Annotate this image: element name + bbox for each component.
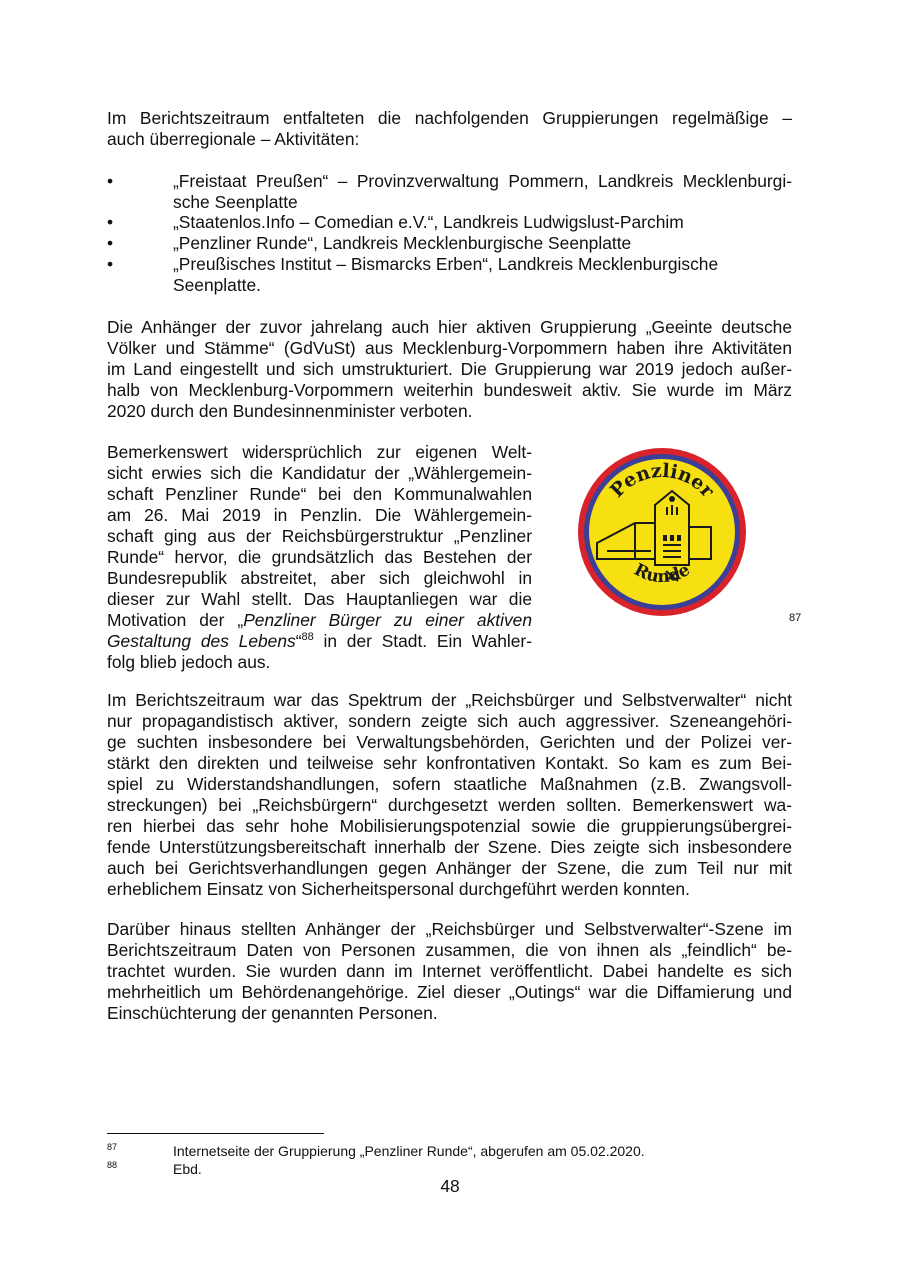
intro-line: auch überregionale – Aktivitäten: (107, 129, 360, 149)
text-line: Bundesrepublik abstreitet, aber sich gleichwohl in (107, 568, 532, 588)
text-line: folg blieb jedoch aus. (107, 652, 271, 672)
penzliner-runde-logo (577, 447, 747, 617)
intro-line: Im Berichtszeitraum entfalteten die nachfolgenden Gruppierungen regelmäßige – (107, 108, 792, 128)
text-line: Völker und Stämme“ (GdVuSt) aus Mecklenburg-Vorpommern haben ihre Aktivitäten (107, 338, 792, 358)
text-line: streckungen) bei „Reichsbürgern“ durchgesetzt werden sollten. Bemerkenswert wa- (107, 795, 792, 815)
text-line: schaft ging aus der Reichsbürgerstruktur „Penzliner (107, 526, 532, 546)
footnote-number: 87 (107, 1142, 118, 1152)
list-item-text: „Penzliner Runde“, Landkreis Mecklenburgische Seenplatte (173, 233, 632, 253)
text-line: auch bei Gerichtsverhandlungen gegen Anhänger der Szene, die zum Teil nur mit (107, 858, 792, 878)
list-item-text: „Freistaat Preußen“ – Provinzverwaltung Pommern, Landkreis Mecklenburgi- (173, 171, 792, 191)
text-line: erheblichem Einsatz von Sicherheitspersonal durchgeführt werden konnten. (107, 879, 690, 899)
footnote-number: 88 (107, 1160, 118, 1170)
text-line: dieser zur Wahl stellt. Das Hauptanliegen war die (107, 589, 532, 609)
text-line: Einschüchterung der genannten Personen. (107, 1003, 438, 1023)
text-run: Motivation der „ (107, 610, 244, 630)
paragraph-penzliner (107, 442, 532, 673)
list-item (107, 233, 792, 254)
text-run: “ (295, 631, 302, 651)
text-run: in der Stadt. Ein Wahler- (313, 631, 532, 651)
footnote-divider (107, 1133, 324, 1134)
list-item-text: Seenplatte. (173, 275, 261, 295)
list-item-text: „Preußisches Institut – Bismarcks Erben“, Landkreis Mecklenburgische (173, 254, 719, 274)
text-line: halb von Mecklenburg-Vorpommern weiterhin bundesweit aktiv. Sie wurde im März (107, 380, 792, 400)
logo-bottom-text: Runde (630, 559, 694, 588)
intro-paragraph (107, 108, 792, 150)
text-line: Die Anhänger der zuvor jahrelang auch hier aktiven Gruppierung „Geeinte deutsche (107, 317, 792, 337)
list-item (107, 212, 792, 233)
text-line (107, 631, 532, 652)
text-line: Bemerkenswert widersprüchlich zur eigenen Welt- (107, 442, 532, 462)
quote-italic: Gestaltung des Lebens (107, 631, 296, 651)
text-line: nur propagandistisch aktiver, sondern zeigte sich auch aggressiver. Szeneangehöri- (107, 711, 792, 731)
bullet-marker: • (107, 171, 114, 191)
list-item-text: sche Seenplatte (173, 192, 298, 212)
text-line: trachtet wurden. Sie wurden dann im Internet veröffentlicht. Dabei handelte es sich (107, 961, 792, 981)
text-line: im Land eingestellt und sich umstrukturiert. Die Gruppierung war 2019 jedoch außer- (107, 359, 792, 379)
text-line: sicht erwies sich die Kandidatur der „Wählergemein- (107, 463, 532, 483)
text-line: ren hierbei das sehr hohe Mobilisierungspotenzial sowie die gruppierungsübergrei- (107, 816, 792, 836)
footnote-ref[interactable]: 88 (301, 631, 314, 644)
paragraph-spektrum (107, 690, 792, 900)
quote-italic: Penzliner Bürger zu einer aktiven (243, 610, 532, 630)
text-line: stärkt den direkten und teilweise sehr konfrontativen Kontakt. So kam es zum Bei- (107, 753, 792, 773)
text-line: spiel zu Widerstandshandlungen, sofern staatliche Maßnahmen (z.B. Zwangsvoll- (107, 774, 792, 794)
bullet-marker: • (107, 254, 114, 274)
logo-footnote-ref[interactable]: 87 (789, 612, 802, 624)
footnote (107, 1142, 792, 1160)
list-item-text: „Staatenlos.Info – Comedian e.V.“, Landkreis Ludwigslust-Parchim (173, 212, 684, 232)
footnote-text: Internetseite der Gruppierung „Penzliner Runde“, abgerufen am 05.02.2020. (173, 1143, 645, 1159)
logo-top-text: Penzliner (605, 459, 719, 502)
text-line: mehrheitlich um Behördenangehörige. Ziel dieser „Outings“ war die Diffamierung und (107, 982, 792, 1002)
text-line: Runde“ hervor, die grundsätzlich das Bestehen der (107, 547, 532, 567)
text-line: schaft Penzliner Runde“ bei den Kommunalwahlen (107, 484, 532, 504)
text-line: 2020 durch den Bundesinnenminister verboten. (107, 401, 473, 421)
text-line (107, 610, 532, 631)
text-line: Darüber hinaus stellten Anhänger der „Reichsbürger und Selbstverwalter“-Szene im (107, 919, 792, 939)
page-number: 48 (440, 1176, 460, 1196)
bullet-marker: • (107, 233, 114, 253)
paragraph-gdvust (107, 317, 792, 422)
footnote-text: Ebd. (173, 1161, 202, 1177)
text-line: ge suchten insbesondere bei Verwaltungsbehörden, Gerichten und der Polizei ver- (107, 732, 792, 752)
paragraph-outings (107, 919, 792, 1024)
list-item (107, 254, 792, 296)
text-line: fende Unterstützungsbereitschaft innerhalb der Szene. Dies zeigte sich insbesondere (107, 837, 792, 857)
text-line: Im Berichtszeitraum war das Spektrum der „Reichsbürger und Selbstverwalter“ nicht (107, 690, 792, 710)
bullet-marker: • (107, 212, 114, 232)
text-line: am 26. Mai 2019 in Penzlin. Die Wählergemein- (107, 505, 532, 525)
list-item (107, 171, 792, 213)
text-line: Berichtszeitraum Daten von Personen zusammen, die von ihnen als „feindlich“ be- (107, 940, 792, 960)
